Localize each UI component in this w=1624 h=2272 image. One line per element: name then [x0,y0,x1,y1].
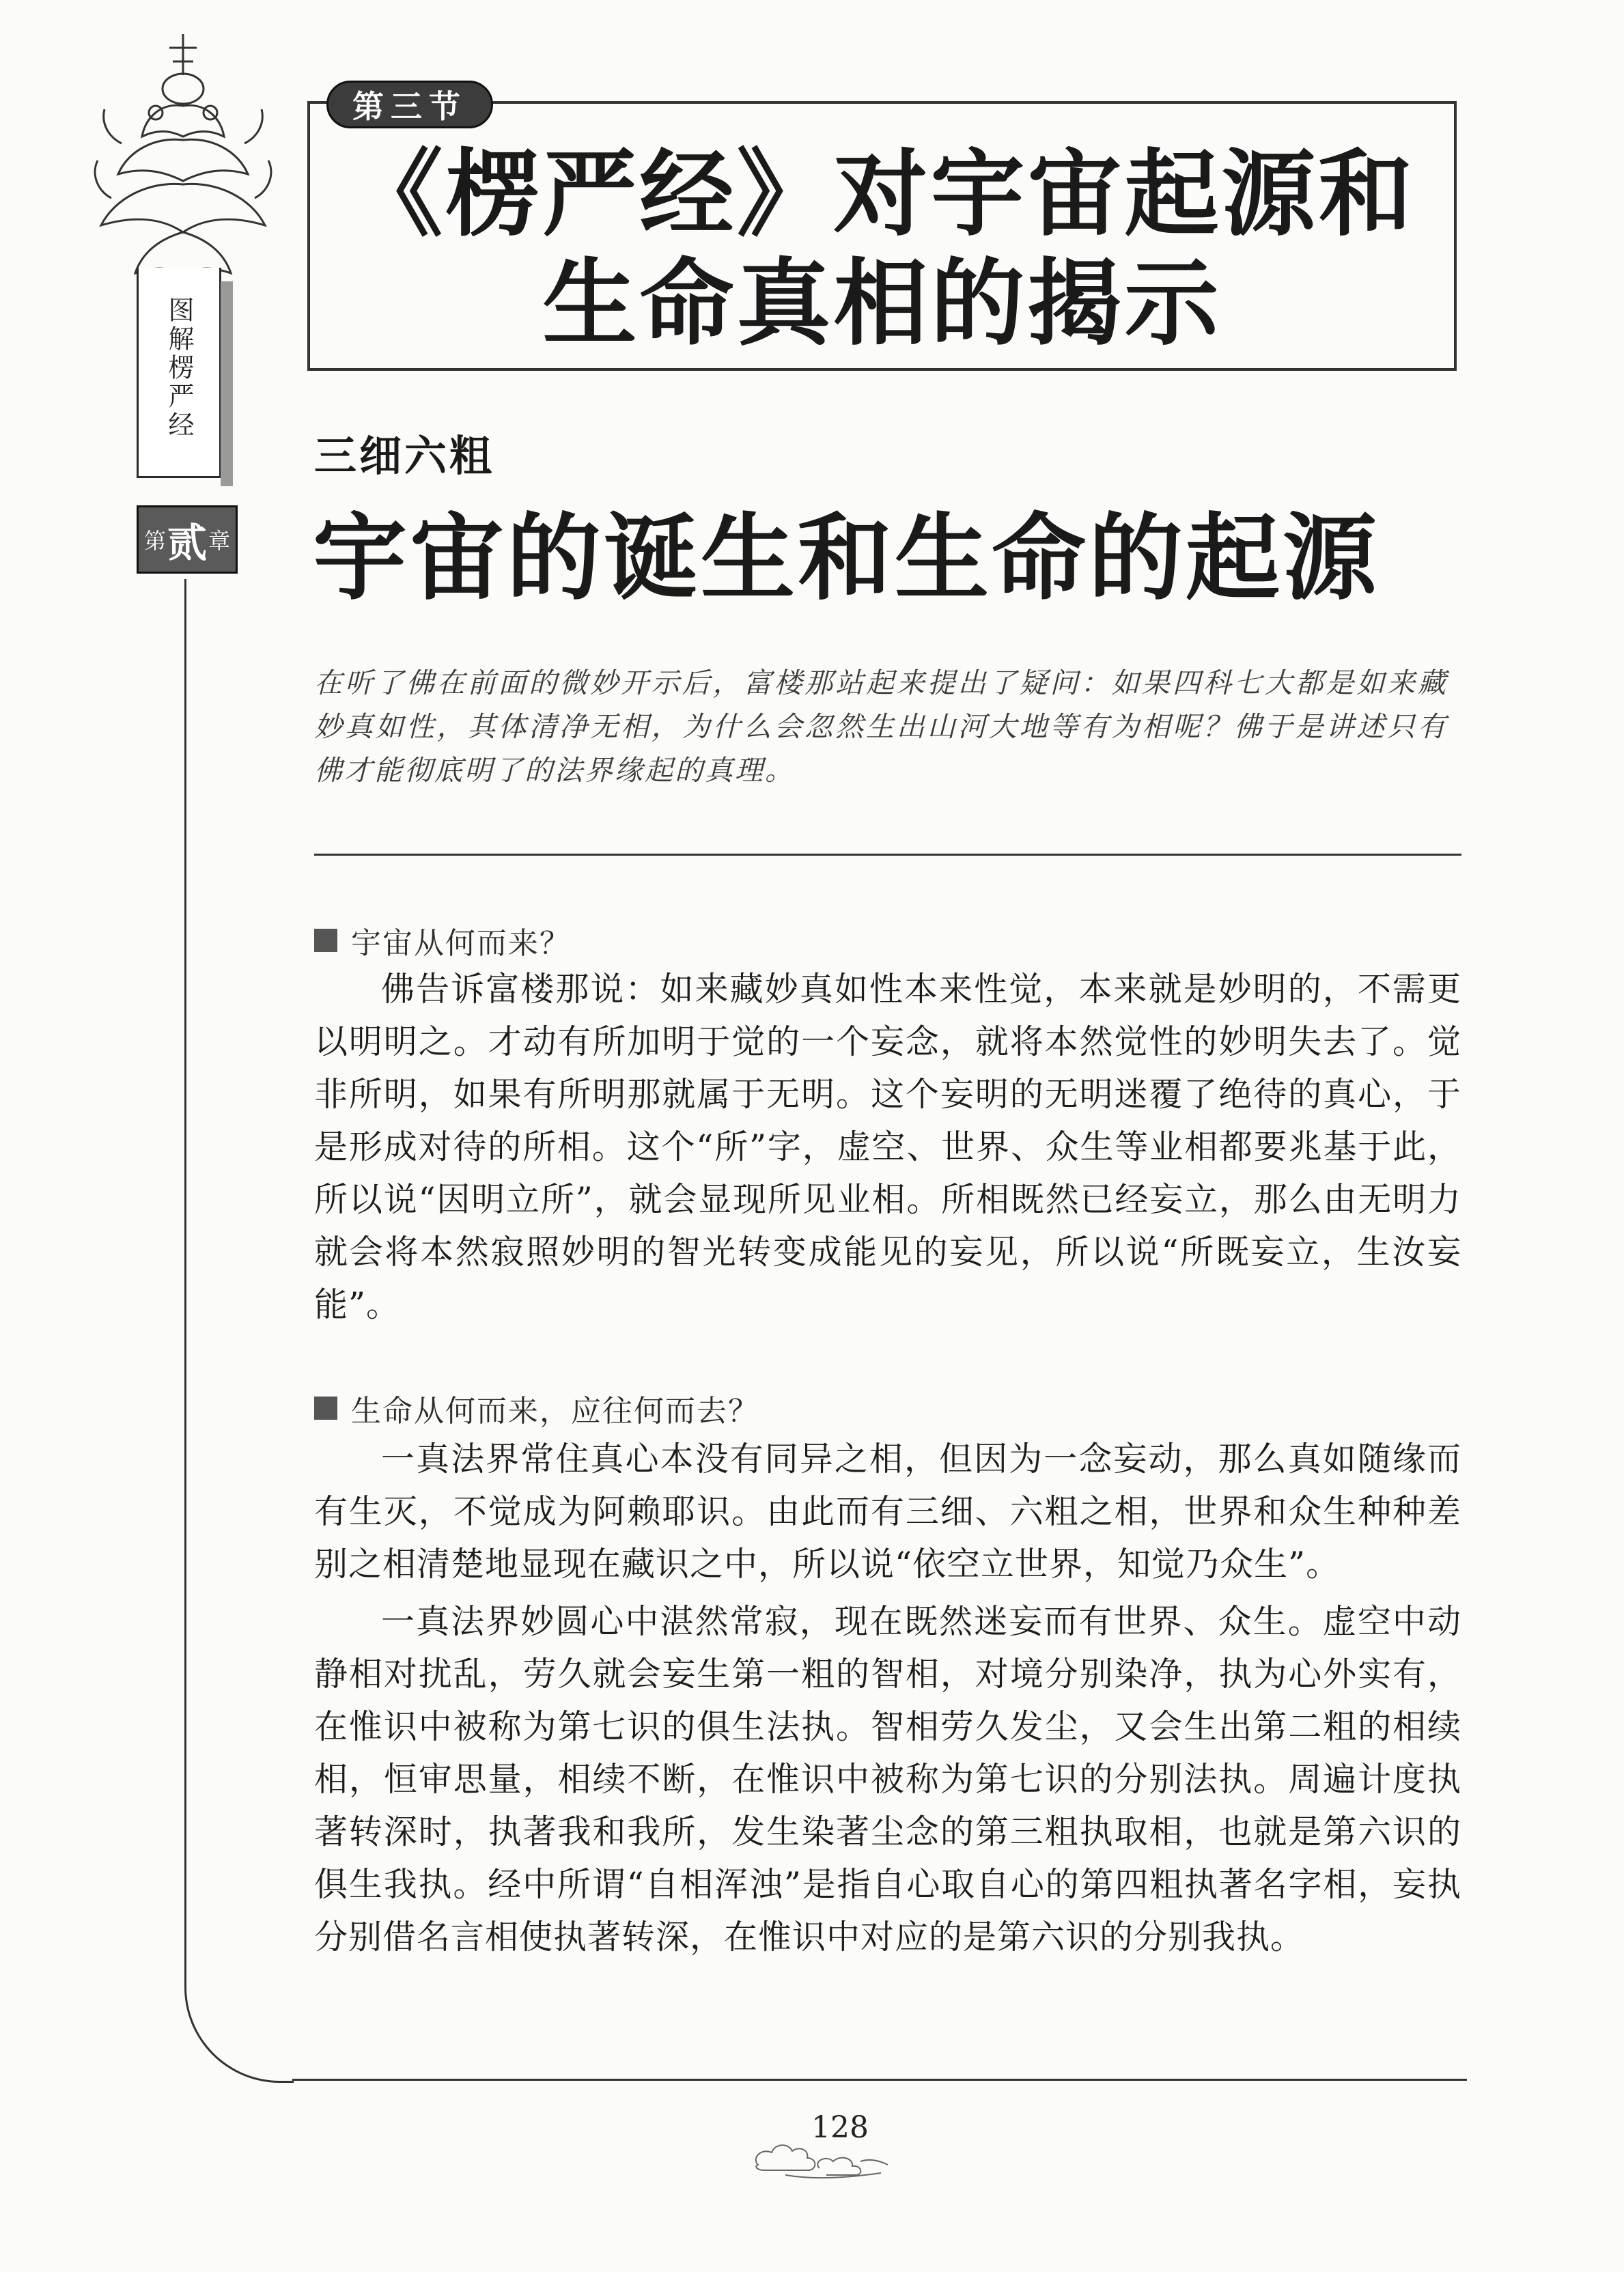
question-heading-1-text: 宇宙从何而来？ [351,926,571,961]
chapter-suffix: 章 [208,528,231,554]
cloud-ornament-icon [744,2131,901,2185]
title-box [307,101,1457,371]
margin-rule [184,579,186,1982]
chapter-number: 贰 [167,520,207,566]
body-paragraph-1: 佛告诉富楼那说：如来藏妙真如性本来性觉，本来就是妙明的，不需更以明明之。才动有所加明于觉的一个妄念，就将本然觉性的妙明失去了。觉非所明，如果有所明那就属于无明。这个妄明的无明迷覆了绝待的真心，于是形成对待的所相。这个“所”字，虚空、世界、众生等业相都要兆基于此，所以说“因明立所”，就会显现所见业相。所相既然已经妄立，那么由无明力就会将本然寂照妙明的智光转变成能见的妄见，所以说“所既妄立，生汝妄能”。 [314,970,1461,1324]
margin-curve [184,1980,294,2083]
body-paragraph-3: 一真法界妙圆心中湛然常寂，现在既然迷妄而有世界、众生。虚空中动静相对扰乱，劳久就会妄生第一粗的智相，对境分别染净，执为心外实有，在惟识中被称为第七识的俱生法执。智相劳久发尘，又会生出第二粗的相续相，恒审思量，相续不断，在惟识中被称为第七识的分别法执。周遍计度执著转深时，执著我和我所，发生染著尘念的第三粗执取相，也就是第六识的俱生我执。经中所谓“自相浑浊”是指自心取自心的第四粗执著名字相，妄执分别借名言相使执著转深，在惟识中对应的是第六识的分别我执。 [314,1602,1461,1957]
section-subheading: 三细六粗 [314,431,495,481]
section-heading: 宇宙的诞生和生命的起源 [313,503,1380,613]
intro-divider [314,854,1461,856]
page-title-line2: 生命真相的揭示 [542,249,1222,359]
book-title: 图解楞严经 [164,296,194,440]
question-heading-1 [314,918,571,962]
lotus-ornament-icon [81,27,285,307]
bottom-rule [292,2079,1467,2081]
chapter-tab [137,505,238,574]
section-badge: 第三节 [326,81,493,128]
page-title-line1: 《楞严经》对宇宙起源和 [348,139,1416,249]
body-paragraph-2: 一真法界常住真心本没有同异之相，但因为一念妄动，那么真如随缘而有生灭，不觉成为阿赖耶识。由此而有三细、六粗之相，世界和众生种种差别之相清楚地显现在藏识之中，所以说“依空立世界，知觉乃众生”。 [314,1440,1461,1584]
question-heading-2-text: 生命从何而来，应往何而去？ [351,1394,759,1429]
book-title-box [137,268,221,478]
page-number: 128 [811,2110,869,2145]
question-heading-2 [314,1386,759,1430]
square-bullet-icon [314,929,337,952]
square-bullet-icon [314,1397,337,1420]
intro-paragraph: 在听了佛在前面的微妙开示后，富楼那站起来提出了疑问：如果四科七大都是如来藏妙真如性，其体清净无相，为什么会忽然生出山河大地等有为相呢？佛于是讲述只有佛才能彻底明了的法界缘起的真理。 [314,667,1448,787]
chapter-prefix: 第 [143,528,166,554]
